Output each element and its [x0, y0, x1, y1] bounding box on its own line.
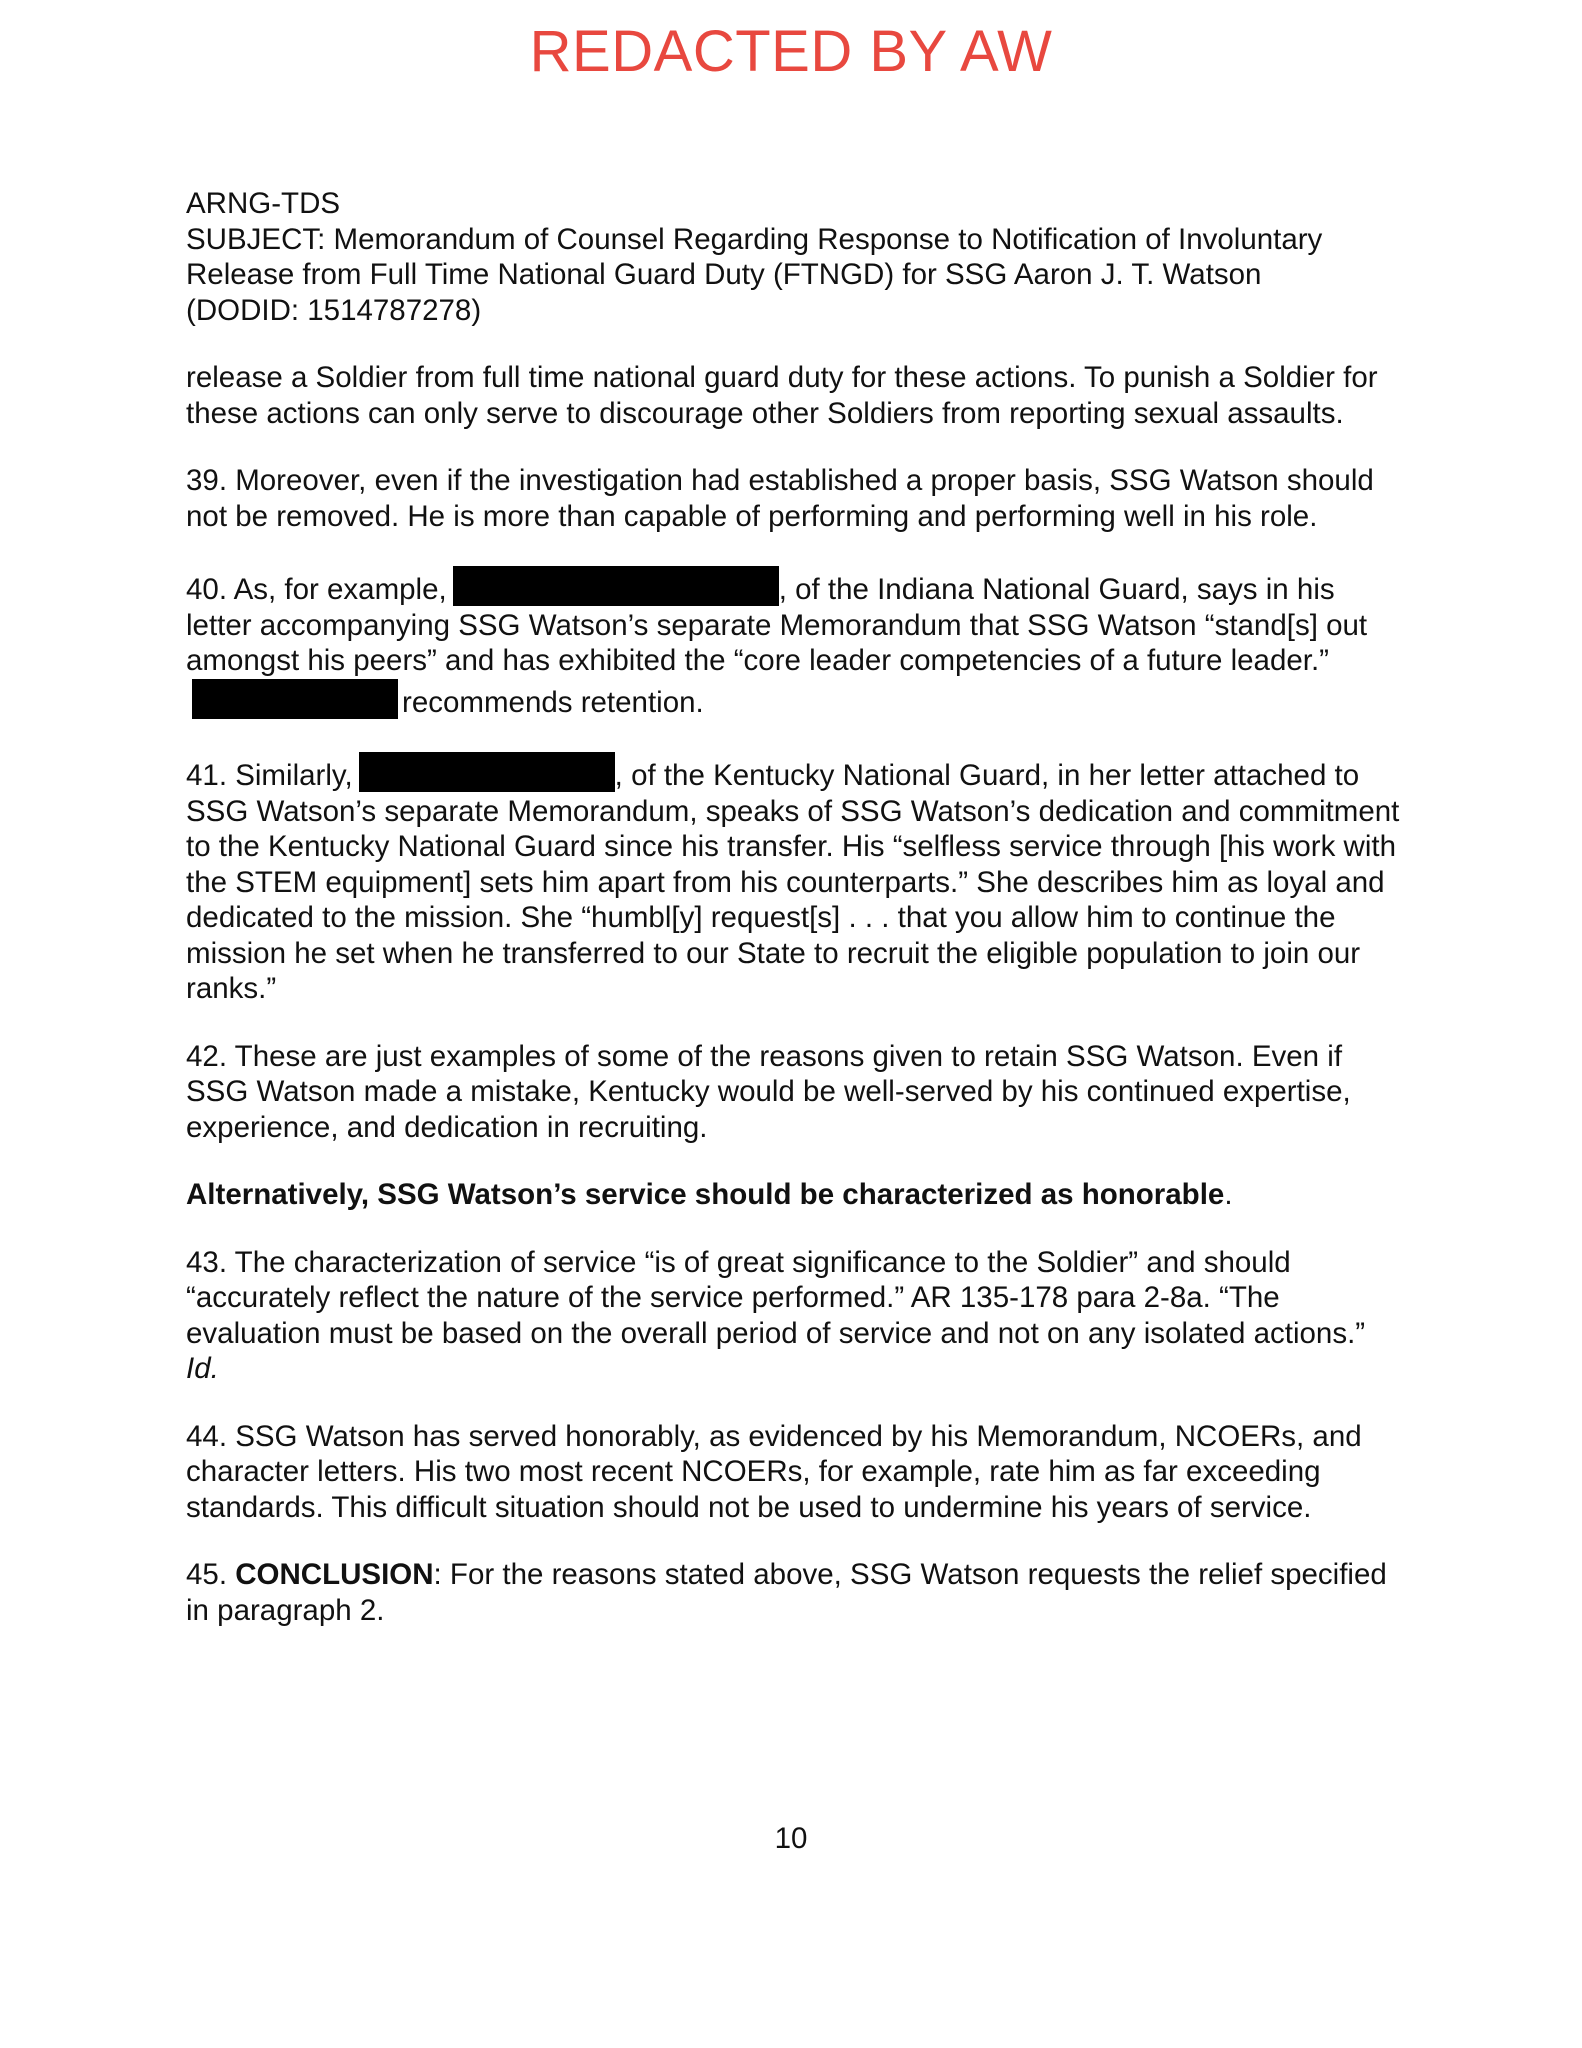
subject-line-1: SUBJECT: Memorandum of Counsel Regarding Response to Notification of Involuntary: [186, 222, 1323, 256]
redaction-block: [453, 566, 779, 606]
paragraph-40: [186, 566, 1404, 720]
paragraph-40-end: recommends retention.: [402, 685, 704, 719]
paragraph-41-start: 41. Similarly,: [186, 759, 353, 792]
paragraph-45-text: : For the reasons stated above, SSG Watson requests the relief specified in paragraph 2.: [186, 1558, 1387, 1627]
section-heading-period: .: [1224, 1178, 1233, 1211]
section-heading: [186, 1177, 1404, 1213]
redaction-stamp: REDACTED BY AW: [529, 19, 1053, 84]
document-body: [186, 186, 1404, 1660]
subject-line-2: Release from Full Time National Guard Duty (FTNGD) for SSG Aaron J. T. Watson: [186, 258, 1262, 291]
paragraph-39: 39. Moreover, even if the investigation had established a proper basis, SSG Watson should not be removed. He is more than capable of performing and performing well in his role.: [186, 464, 1374, 533]
paragraph-45: [186, 1557, 1404, 1628]
redaction-block: [359, 752, 615, 792]
memo-header: [186, 186, 1404, 328]
paragraph-43: [186, 1245, 1404, 1387]
paragraph-43-text: 43. The characterization of service “is of great significance to the Soldier” and should “accurately reflect the nature of the service performed.” AR 135-178 para 2-8a. “The evaluation must be based on the overall period of service and not on any isolated actions.”: [186, 1245, 1366, 1350]
section-heading-text: Alternatively, SSG Watson’s service should be characterized as honorable: [186, 1178, 1225, 1211]
paragraph-41-rest: , of the Kentucky National Guard, in her letter attached to SSG Watson’s separate Memorandum, speaks of SSG Watson’s dedication and commitment to the Kentucky National Guard since his transfer. His “selfless service through [his work with the STEM equipment] sets him apart from his counterparts.” She describes him as loyal and dedicated to the mission. She “humbl[y] request[s] . . . that you allow him to continue the mission he set when he transferred to our State to recruit the eligible population to join our ranks.”: [186, 759, 1400, 1005]
paragraph-42: 42. These are just examples of some of the reasons given to retain SSG Watson. Even if SSG Watson made a mistake, Kentucky would be well-served by his continued expertise, experience, and dedication in recruiting.: [186, 1039, 1351, 1144]
redaction-block: [192, 679, 398, 719]
paragraph-44: 44. SSG Watson has served honorably, as evidenced by his Memorandum, NCOERs, and character letters. His two most recent NCOERs, for example, rate him as far exceeding standards. This difficult situation should not be used to undermine his years of service.: [186, 1419, 1362, 1524]
paragraph-continuation: release a Soldier from full time national guard duty for these actions. To punish a Soldier for these actions can only serve to discourage other Soldiers from reporting sexual assaults.: [186, 361, 1378, 430]
paragraph-45-number: 45.: [186, 1558, 228, 1591]
subject-line-3: (DODID: 1514787278): [186, 293, 482, 327]
page-number: 10: [774, 1822, 808, 1855]
citation-id: Id.: [186, 1352, 219, 1385]
paragraph-40-middle: , of the Indiana National Guard, says in his letter accompanying SSG Watson’s separate Memorandum that SSG Watson “stand[s] out amongst his peers” and has exhibited the “core leader competencies of a future leader.”: [186, 573, 1368, 677]
paragraph-40-start: 40. As, for example,: [186, 573, 447, 606]
conclusion-label: CONCLUSION: [235, 1558, 434, 1591]
paragraph-41: [186, 752, 1404, 1007]
office-symbol: ARNG-TDS: [186, 187, 341, 220]
